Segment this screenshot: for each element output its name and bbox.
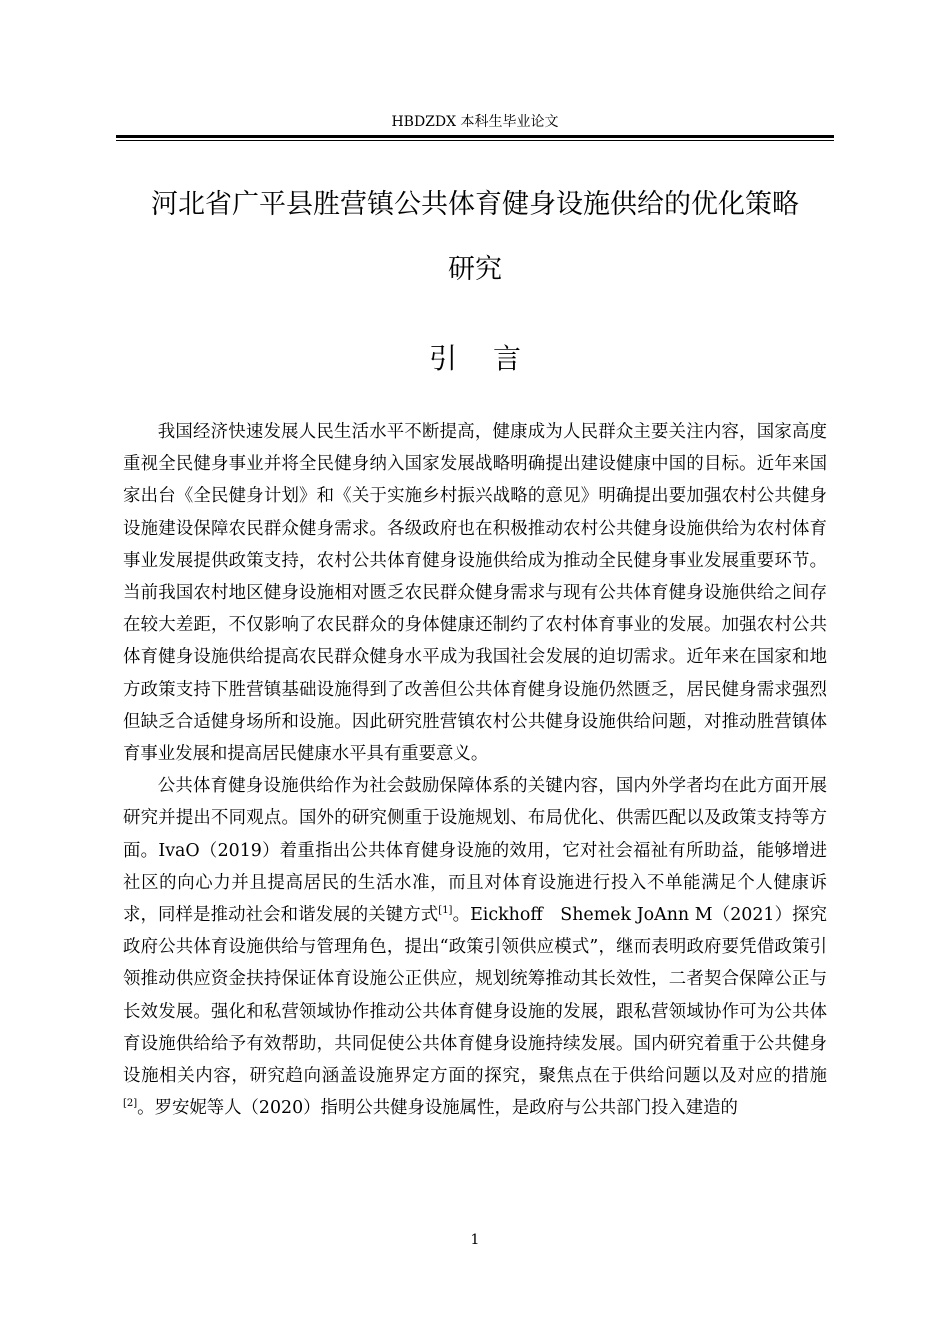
paragraph-2-text-a: 公共体育健身设施供给作为社会鼓励保障体系的关键内容，国内外学者均在此方面开展研究并提出不同观点。国外的研究侧重于设施规划、布局优化、供需匹配以及政策支持等方面。IvaO（2019）着重指出公共体育健身设施的效用，它对社会福祉有所助益，能够增进社区的向心力并且提高居民的生活水准，而且对体育设施进行投入不单能满足个人健康诉求，同样是推动社会和谐发展的关键方式 (123, 776, 827, 926)
page-number: 1 (470, 1232, 480, 1248)
header-rule-thick (116, 135, 834, 138)
running-header: HBDZDX 本科生毕业论文 (391, 114, 559, 130)
citation-1: [1] (438, 905, 453, 917)
paragraph-1: 我国经济快速发展人民生活水平不断提高，健康成为人民群众主要关注内容，国家高度重视全民健身事业并将全民健身纳入国家发展战略明确提出建设健康中国的目标。近年来国家出台《全民健身计划》和《关于实施乡村振兴战略的意见》明确提出要加强农村公共健身设施建设保障农民群众健身需求。各级政府也在积极推动农村公共健身设施供给为农村体育事业发展提供政策支持，农村公共体育健身设施供给成为推动全民健身事业发展重要环节。当前我国农村地区健身设施相对匮乏农民群众健身需求与现有公共体育健身设施供给之间存在较大差距，不仅影响了农民群众的身体健康还制约了农村体育事业的发展。加强农村公共体育健身设施供给提高农民群众健身水平成为我国社会发展的迫切需求。近年来在国家和地方政策支持下胜营镇基础设施得到了改善但公共体育健身设施仍然匮乏，居民健身需求强烈但缺乏合适健身场所和设施。因此研究胜营镇农村公共健身设施供给问题，对推动胜营镇体育事业发展和提高居民健康水平具有重要意义。 (123, 422, 827, 765)
section-heading: 引言 (428, 342, 557, 375)
thesis-title-line-1: 河北省广平县胜营镇公共体育健身设施供给的优化策略 (151, 189, 799, 220)
thesis-title (116, 188, 834, 287)
body-text (123, 416, 827, 1124)
header-rule-thin (116, 140, 834, 141)
thesis-title-line-2: 研究 (448, 254, 502, 285)
paragraph-2-text-b: 。Eickhoff Shemek JoAnn M（2021）探究政府公共体育设施供给与管理角色，提出“政策引领供应模式”，继而表明政府要凭借政策引领推动供应资金扶持保证体育设施公正供应，规划统筹推动其长效性，二者契合保障公正与长效发展。强化和私营领域协作推动公共体育健身设施的发展，跟私营领域协作可为公共体育设施供给给予有效帮助，共同促使公共体育健身设施持续发展。国内研究着重于公共健身设施相关内容，研究趋向涵盖设施界定方面的探究，聚焦点在于供给问题以及对应的措施 (123, 905, 827, 1087)
paragraph-2-text-c: 。罗安妮等人（2020）指明公共健身设施属性，是政府与公共部门投入建造的 (137, 1098, 738, 1119)
citation-2: [2] (123, 1098, 138, 1110)
paragraph-2 (123, 770, 827, 1124)
